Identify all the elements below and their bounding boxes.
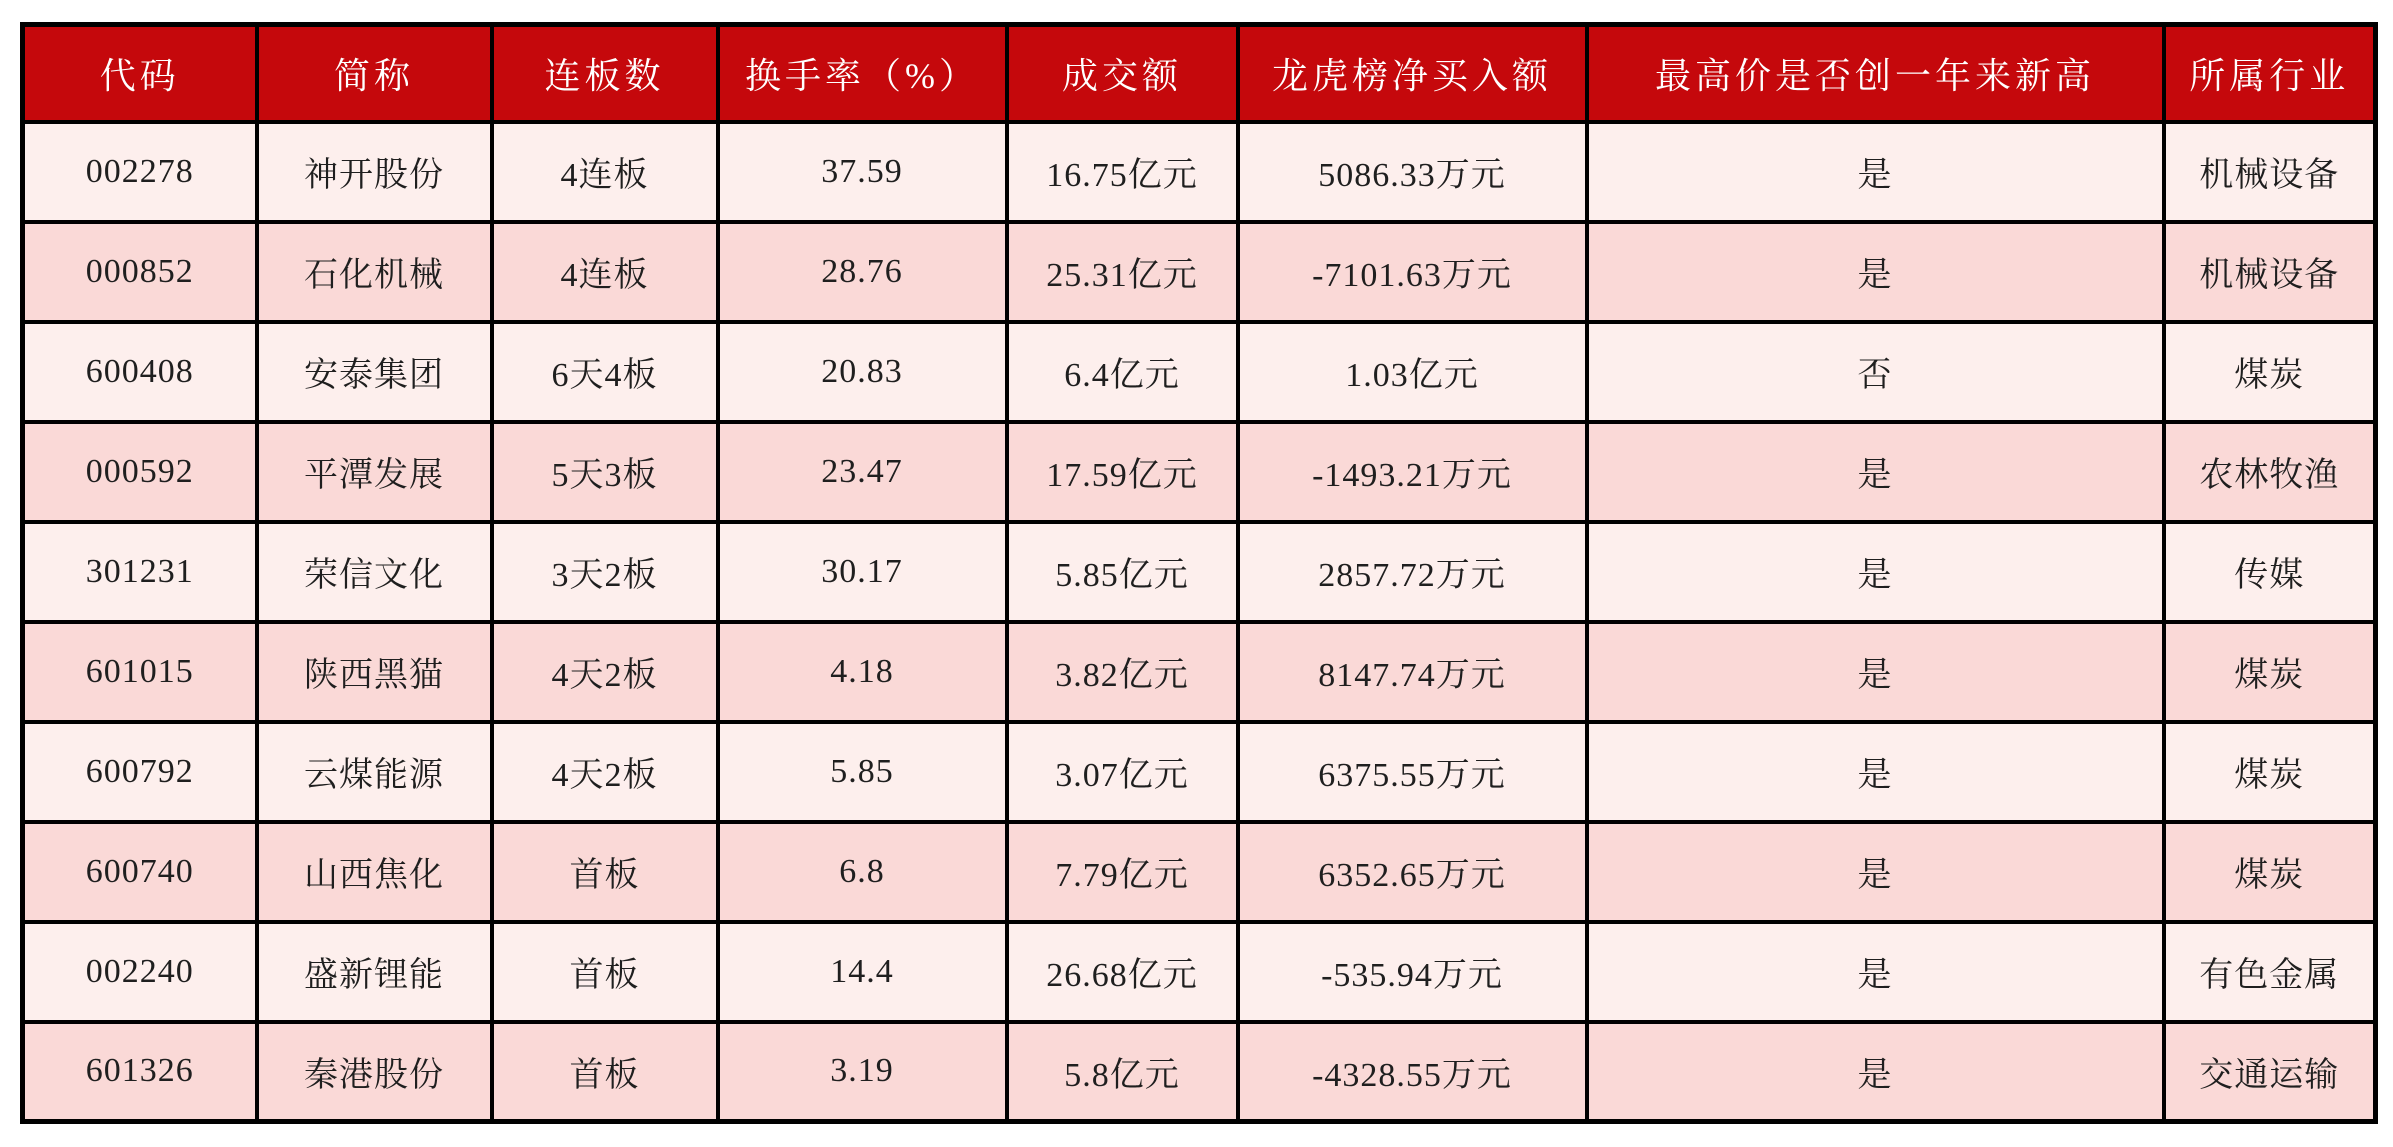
cell-code: 601015 xyxy=(23,622,257,722)
cell-turnover-rate: 23.47 xyxy=(718,422,1007,522)
cell-new-high: 否 xyxy=(1587,322,2164,422)
cell-code: 600792 xyxy=(23,722,257,822)
cell-name: 云煤能源 xyxy=(257,722,492,822)
cell-volume: 25.31亿元 xyxy=(1007,222,1238,322)
table-row xyxy=(23,1022,2376,1122)
cell-industry: 机械设备 xyxy=(2164,222,2376,322)
cell-new-high: 是 xyxy=(1587,722,2164,822)
cell-board-count: 首板 xyxy=(492,922,718,1022)
cell-name: 平潭发展 xyxy=(257,422,492,522)
cell-new-high: 是 xyxy=(1587,622,2164,722)
cell-industry: 机械设备 xyxy=(2164,122,2376,222)
cell-new-high: 是 xyxy=(1587,122,2164,222)
cell-lhb-net-buy: 8147.74万元 xyxy=(1238,622,1587,722)
cell-board-count: 首板 xyxy=(492,1022,718,1122)
cell-lhb-net-buy: -1493.21万元 xyxy=(1238,422,1587,522)
cell-lhb-net-buy: 2857.72万元 xyxy=(1238,522,1587,622)
column-header-board-count: 连板数 xyxy=(492,25,718,122)
table-row xyxy=(23,922,2376,1022)
cell-volume: 16.75亿元 xyxy=(1007,122,1238,222)
cell-turnover-rate: 37.59 xyxy=(718,122,1007,222)
cell-code: 600408 xyxy=(23,322,257,422)
cell-new-high: 是 xyxy=(1587,922,2164,1022)
cell-board-count: 4连板 xyxy=(492,222,718,322)
cell-industry: 交通运输 xyxy=(2164,1022,2376,1122)
cell-industry: 煤炭 xyxy=(2164,322,2376,422)
cell-lhb-net-buy: -535.94万元 xyxy=(1238,922,1587,1022)
column-header-lhb-net-buy: 龙虎榜净买入额 xyxy=(1238,25,1587,122)
cell-volume: 26.68亿元 xyxy=(1007,922,1238,1022)
limit-up-stocks-table xyxy=(20,22,2378,1124)
table-row xyxy=(23,822,2376,922)
column-header-code: 代码 xyxy=(23,25,257,122)
cell-lhb-net-buy: -4328.55万元 xyxy=(1238,1022,1587,1122)
cell-lhb-net-buy: -7101.63万元 xyxy=(1238,222,1587,322)
column-header-new-high: 最高价是否创一年来新高 xyxy=(1587,25,2164,122)
cell-code: 002278 xyxy=(23,122,257,222)
cell-name: 秦港股份 xyxy=(257,1022,492,1122)
cell-lhb-net-buy: 1.03亿元 xyxy=(1238,322,1587,422)
cell-volume: 7.79亿元 xyxy=(1007,822,1238,922)
cell-volume: 3.07亿元 xyxy=(1007,722,1238,822)
cell-new-high: 是 xyxy=(1587,1022,2164,1122)
cell-industry: 农林牧渔 xyxy=(2164,422,2376,522)
cell-board-count: 4天2板 xyxy=(492,722,718,822)
cell-name: 山西焦化 xyxy=(257,822,492,922)
column-header-name: 简称 xyxy=(257,25,492,122)
column-header-volume: 成交额 xyxy=(1007,25,1238,122)
cell-code: 301231 xyxy=(23,522,257,622)
cell-volume: 6.4亿元 xyxy=(1007,322,1238,422)
cell-turnover-rate: 30.17 xyxy=(718,522,1007,622)
cell-turnover-rate: 3.19 xyxy=(718,1022,1007,1122)
table-row xyxy=(23,622,2376,722)
cell-industry: 传媒 xyxy=(2164,522,2376,622)
cell-volume: 5.85亿元 xyxy=(1007,522,1238,622)
cell-code: 002240 xyxy=(23,922,257,1022)
cell-code: 601326 xyxy=(23,1022,257,1122)
table-row xyxy=(23,322,2376,422)
cell-lhb-net-buy: 6352.65万元 xyxy=(1238,822,1587,922)
cell-new-high: 是 xyxy=(1587,222,2164,322)
cell-industry: 煤炭 xyxy=(2164,622,2376,722)
cell-name: 盛新锂能 xyxy=(257,922,492,1022)
cell-volume: 3.82亿元 xyxy=(1007,622,1238,722)
cell-name: 荣信文化 xyxy=(257,522,492,622)
cell-name: 石化机械 xyxy=(257,222,492,322)
cell-code: 000592 xyxy=(23,422,257,522)
cell-board-count: 4天2板 xyxy=(492,622,718,722)
cell-name: 陕西黑猫 xyxy=(257,622,492,722)
table-row xyxy=(23,422,2376,522)
cell-new-high: 是 xyxy=(1587,822,2164,922)
cell-board-count: 4连板 xyxy=(492,122,718,222)
cell-lhb-net-buy: 5086.33万元 xyxy=(1238,122,1587,222)
cell-code: 600740 xyxy=(23,822,257,922)
cell-turnover-rate: 28.76 xyxy=(718,222,1007,322)
cell-turnover-rate: 4.18 xyxy=(718,622,1007,722)
cell-board-count: 3天2板 xyxy=(492,522,718,622)
cell-board-count: 首板 xyxy=(492,822,718,922)
cell-lhb-net-buy: 6375.55万元 xyxy=(1238,722,1587,822)
cell-code: 000852 xyxy=(23,222,257,322)
table-row xyxy=(23,122,2376,222)
cell-turnover-rate: 14.4 xyxy=(718,922,1007,1022)
column-header-turnover-rate: 换手率（%） xyxy=(718,25,1007,122)
header-row xyxy=(23,25,2376,122)
cell-industry: 煤炭 xyxy=(2164,722,2376,822)
table-row xyxy=(23,522,2376,622)
cell-volume: 5.8亿元 xyxy=(1007,1022,1238,1122)
cell-volume: 17.59亿元 xyxy=(1007,422,1238,522)
cell-industry: 有色金属 xyxy=(2164,922,2376,1022)
cell-name: 神开股份 xyxy=(257,122,492,222)
cell-turnover-rate: 20.83 xyxy=(718,322,1007,422)
cell-turnover-rate: 6.8 xyxy=(718,822,1007,922)
column-header-industry: 所属行业 xyxy=(2164,25,2376,122)
table-row xyxy=(23,722,2376,822)
cell-new-high: 是 xyxy=(1587,522,2164,622)
cell-board-count: 6天4板 xyxy=(492,322,718,422)
cell-turnover-rate: 5.85 xyxy=(718,722,1007,822)
cell-industry: 煤炭 xyxy=(2164,822,2376,922)
cell-name: 安泰集团 xyxy=(257,322,492,422)
cell-new-high: 是 xyxy=(1587,422,2164,522)
table-row xyxy=(23,222,2376,322)
cell-board-count: 5天3板 xyxy=(492,422,718,522)
